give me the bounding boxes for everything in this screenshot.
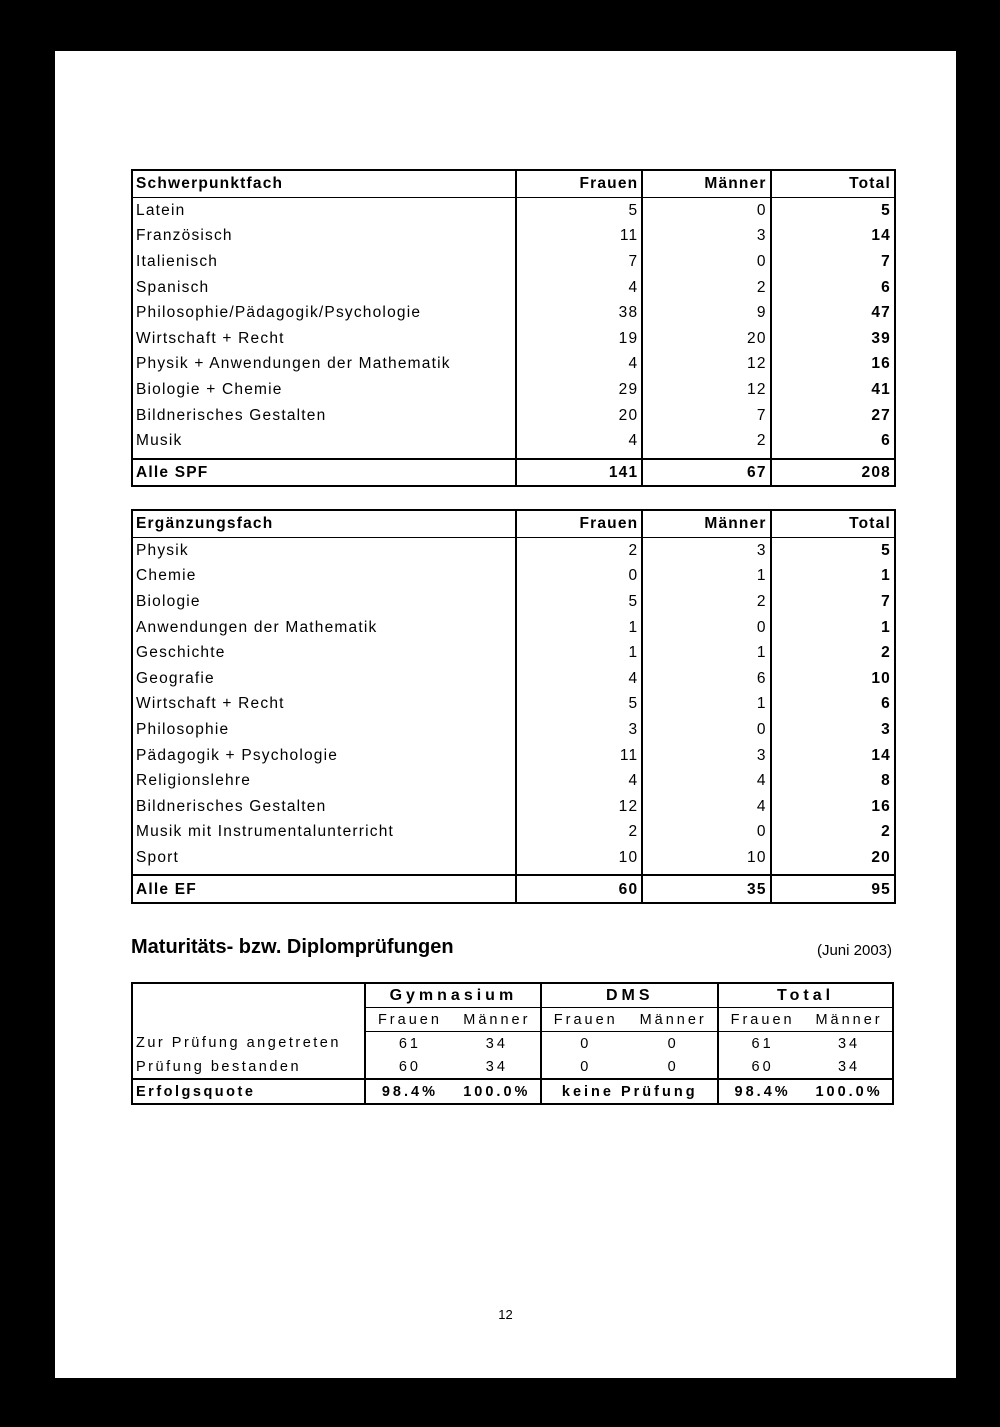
exams-group-header-row — [132, 983, 893, 1008]
total-cell: 208 — [771, 459, 895, 487]
cell: 0 — [541, 1032, 629, 1056]
column-header: Total — [771, 170, 895, 197]
row-label: Geografie — [136, 669, 215, 687]
row-label: Bildnerisches Gestalten — [136, 406, 327, 424]
cell: 1 — [771, 614, 895, 640]
group-gymnasium: Gymnasium — [365, 983, 541, 1008]
total-row — [132, 459, 895, 487]
column-header: Männer — [642, 170, 770, 197]
cell: 7 — [516, 249, 642, 275]
row-label: Anwendungen der Mathematik — [136, 618, 378, 636]
cell: 5 — [516, 691, 642, 717]
cell: 12 — [642, 351, 770, 377]
success-rate-row — [132, 1079, 893, 1104]
schwerpunktfach-table — [131, 169, 896, 487]
table-row — [132, 563, 895, 589]
table-row — [132, 274, 895, 300]
cell: 0 — [516, 563, 642, 589]
row-label: Sport — [136, 849, 180, 867]
table-row — [132, 377, 895, 403]
table-row — [132, 351, 895, 377]
table-row — [132, 666, 895, 692]
total-label: Alle SPF — [132, 459, 516, 487]
column-header: Männer — [642, 510, 770, 537]
cell: 6 — [771, 691, 895, 717]
cell: 10 — [642, 845, 770, 871]
cell: 0 — [642, 197, 770, 223]
document-page — [55, 51, 956, 1378]
table-row — [132, 1055, 893, 1079]
cell: 3 — [642, 223, 770, 249]
cell: 0 — [667, 1058, 679, 1075]
cell: 6 — [642, 666, 770, 692]
column-header: Ergänzungsfach — [132, 510, 516, 537]
rate-dms: keine Prüfung — [541, 1079, 718, 1104]
row-label: Wirtschaft + Recht — [136, 329, 285, 347]
table-row — [132, 742, 895, 768]
cell: 61 — [365, 1032, 453, 1056]
cell: 34 — [485, 1058, 508, 1075]
cell: 7 — [771, 249, 895, 275]
cell: 61 — [718, 1032, 806, 1056]
cell: 0 — [642, 249, 770, 275]
cell: 16 — [771, 351, 895, 377]
cell: 10 — [516, 845, 642, 871]
cell: 8 — [771, 768, 895, 794]
row-label: Religionslehre — [136, 772, 252, 790]
cell: 0 — [667, 1035, 679, 1052]
cell: 7 — [642, 402, 770, 428]
cell: 4 — [516, 666, 642, 692]
row-label: Physik + Anwendungen der Mathematik — [136, 355, 451, 373]
rate-total-frauen: 98.4% — [718, 1079, 806, 1104]
cell: 20 — [642, 326, 770, 352]
cell: 5 — [516, 197, 642, 223]
cell: 38 — [516, 300, 642, 326]
table-row — [132, 614, 895, 640]
cell: 4 — [516, 351, 642, 377]
cell: 12 — [516, 794, 642, 820]
cell: 41 — [771, 377, 895, 403]
table-row — [132, 326, 895, 352]
cell: 0 — [642, 819, 770, 845]
table-row — [132, 819, 895, 845]
cell: 5 — [771, 537, 895, 563]
cell: 2 — [771, 819, 895, 845]
row-label: Wirtschaft + Recht — [136, 695, 285, 713]
cell: 4 — [642, 768, 770, 794]
cell: 34 — [837, 1035, 861, 1052]
row-label: Zur Prüfung angetreten — [136, 1035, 341, 1052]
cell: 0 — [642, 614, 770, 640]
subheader-gym-maenner: Männer — [453, 1008, 541, 1032]
table-row — [132, 428, 895, 454]
column-header: Schwerpunktfach — [132, 170, 516, 197]
table-row — [132, 589, 895, 615]
cell: 14 — [771, 742, 895, 768]
row-label: Latein — [136, 201, 186, 219]
cell: 4 — [516, 428, 642, 454]
subheader-total-frauen: Frauen — [718, 1008, 806, 1032]
success-rate-label: Erfolgsquote — [132, 1079, 365, 1104]
row-label: Italienisch — [136, 253, 219, 271]
total-row — [132, 875, 895, 903]
cell: 27 — [771, 402, 895, 428]
cell: 3 — [771, 717, 895, 743]
cell: 3 — [516, 717, 642, 743]
row-label: Französisch — [136, 227, 233, 245]
cell: 2 — [771, 640, 895, 666]
group-dms: DMS — [541, 983, 718, 1008]
cell: 2 — [642, 428, 770, 454]
table-row — [132, 249, 895, 275]
cell: 16 — [771, 794, 895, 820]
cell: 34 — [837, 1058, 861, 1075]
cell: 1 — [771, 563, 895, 589]
total-cell: 35 — [642, 875, 770, 903]
exams-corner-cell — [132, 983, 365, 1032]
cell: 0 — [541, 1055, 629, 1079]
total-cell: 67 — [642, 459, 770, 487]
table-row — [132, 300, 895, 326]
table-row — [132, 717, 895, 743]
cell: 2 — [642, 274, 770, 300]
row-label: Musik — [136, 432, 183, 450]
group-total: Total — [718, 983, 893, 1008]
row-label: Geschichte — [136, 644, 226, 662]
cell: 2 — [516, 819, 642, 845]
cell: 14 — [771, 223, 895, 249]
cell: 47 — [771, 300, 895, 326]
table-row — [132, 197, 895, 223]
row-label: Philosophie — [136, 721, 230, 739]
table-row — [132, 794, 895, 820]
total-cell: 141 — [516, 459, 642, 487]
cell: 1 — [642, 640, 770, 666]
table-row — [132, 768, 895, 794]
cell: 29 — [516, 377, 642, 403]
cell: 39 — [771, 326, 895, 352]
cell: 60 — [718, 1055, 806, 1079]
page-number: 12 — [498, 1307, 513, 1322]
cell: 4 — [642, 794, 770, 820]
cell: 34 — [485, 1035, 508, 1052]
total-label: Alle EF — [132, 875, 516, 903]
table-row — [132, 691, 895, 717]
table-row — [132, 402, 895, 428]
cell: 2 — [642, 589, 770, 615]
cell: 20 — [516, 402, 642, 428]
table-row — [132, 640, 895, 666]
column-header: Frauen — [516, 510, 642, 537]
table-header-row — [132, 510, 895, 537]
cell: 0 — [642, 717, 770, 743]
rate-gym-frauen: 98.4% — [365, 1079, 453, 1104]
cell: 4 — [516, 274, 642, 300]
cell: 6 — [771, 428, 895, 454]
cell: 2 — [516, 537, 642, 563]
cell: 11 — [516, 742, 642, 768]
cell: 3 — [642, 537, 770, 563]
cell: 60 — [365, 1055, 453, 1079]
subheader-total-maenner: Männer — [806, 1008, 893, 1032]
cell: 19 — [516, 326, 642, 352]
exams-table — [131, 982, 894, 1105]
column-header: Total — [771, 510, 895, 537]
row-label: Physik — [136, 541, 189, 559]
row-label: Philosophie/Pädagogik/Psychologie — [136, 304, 422, 322]
table-row — [132, 223, 895, 249]
row-label: Pädagogik + Psychologie — [136, 746, 339, 764]
subheader-dms-maenner: Männer — [629, 1008, 718, 1032]
cell: 12 — [642, 377, 770, 403]
rate-gym-maenner: 100.0% — [453, 1079, 541, 1104]
column-header: Frauen — [516, 170, 642, 197]
table-row — [132, 1032, 893, 1056]
subheader-dms-frauen: Frauen — [541, 1008, 629, 1032]
row-label: Biologie — [136, 593, 201, 611]
cell: 11 — [516, 223, 642, 249]
row-label: Musik mit Instrumentalunterricht — [136, 823, 395, 841]
exams-date: (Juni 2003) — [816, 942, 892, 959]
ergaenzungsfach-table — [131, 509, 896, 904]
cell: 20 — [771, 845, 895, 871]
cell: 1 — [642, 691, 770, 717]
row-label: Spanisch — [136, 278, 210, 296]
total-cell: 60 — [516, 875, 642, 903]
total-cell: 95 — [771, 875, 895, 903]
table-row — [132, 845, 895, 871]
row-label: Bildnerisches Gestalten — [136, 797, 327, 815]
cell: 10 — [771, 666, 895, 692]
cell: 6 — [771, 274, 895, 300]
cell: 9 — [642, 300, 770, 326]
row-label: Chemie — [136, 567, 197, 585]
table-header-row — [132, 170, 895, 197]
cell: 5 — [771, 197, 895, 223]
rate-total-maenner: 100.0% — [806, 1079, 893, 1104]
cell: 1 — [516, 614, 642, 640]
subheader-gym-frauen: Frauen — [365, 1008, 453, 1032]
cell: 1 — [516, 640, 642, 666]
row-label: Biologie + Chemie — [136, 381, 283, 399]
row-label: Prüfung bestanden — [136, 1058, 302, 1075]
cell: 4 — [516, 768, 642, 794]
cell: 7 — [771, 589, 895, 615]
table-row — [132, 537, 895, 563]
cell: 3 — [642, 742, 770, 768]
exams-title: Maturitäts- bzw. Diplomprüfungen — [131, 936, 454, 958]
cell: 1 — [642, 563, 770, 589]
cell: 5 — [516, 589, 642, 615]
